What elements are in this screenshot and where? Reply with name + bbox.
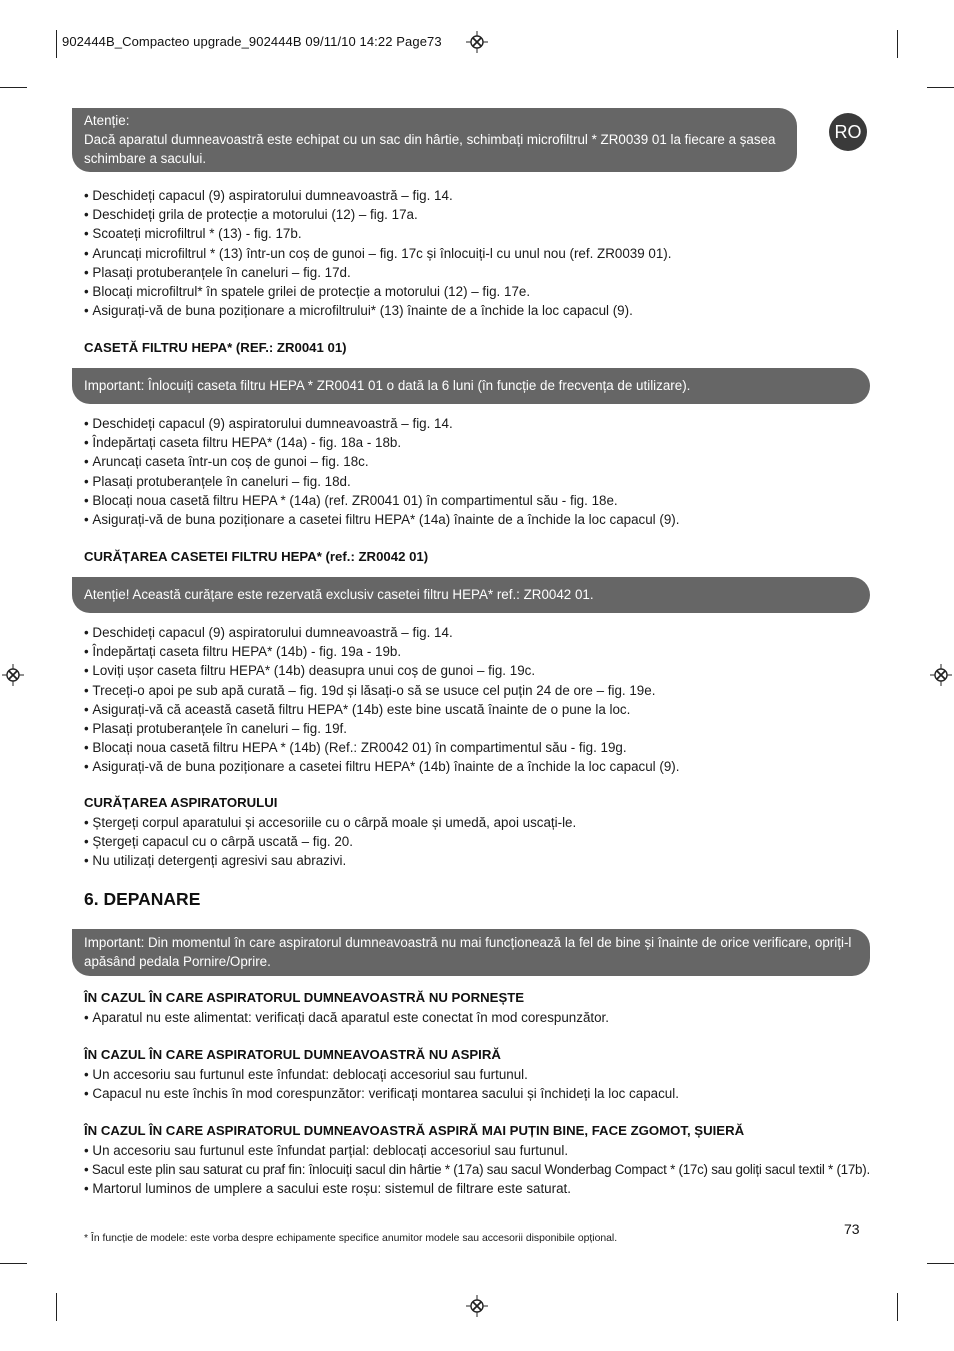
list-item: • Nu utilizați detergenți agresivi sau abrazivi. — [84, 851, 576, 870]
list-item: • Asigurați-vă că această casetă filtru HEPA* (14b) este bine uscată înainte de o pune la loc. — [84, 700, 679, 719]
list-item: • Treceți-o apoi pe sub apă curată – fig. 19d și lăsați-o să se usuce cel puțin 24 de ore – fig. 19e. — [84, 681, 679, 700]
attention-note-title: Atenție: — [84, 113, 130, 128]
list-item: • Ștergeți corpul aparatului și accesoriile cu o cârpă moale și umedă, apoi uscați-le. — [84, 813, 576, 832]
page-number: 73 — [844, 1221, 860, 1237]
attention-note-bag — [72, 108, 797, 172]
case-not-sucking-heading: ÎN CAZUL ÎN CARE ASPIRATORUL DUMNEAVOASTRĂ NU ASPIRĂ — [84, 1047, 501, 1062]
hepa-cleaning-note: Atenție! Această curățare este rezervată exclusiv casetei filtru HEPA* ref.: ZR0042 01. — [72, 577, 870, 613]
hepa-cleaning-heading: CURĂȚAREA CASETEI FILTRU HEPA* (ref.: ZR0042 01) — [84, 549, 429, 564]
list-item: • Asigurați-vă de buna poziționare a casetei filtru HEPA* (14b) înainte de a închide la loc capacul (9). — [84, 757, 679, 776]
list-item: • Plasați protuberanțele în caneluri – fig. 18d. — [84, 472, 679, 491]
hepa-cassette-note: Important: Înlocuiți caseta filtru HEPA * ZR0041 01 o dată la 6 luni (în funcție de frecvența de utilizare). — [72, 368, 870, 404]
hepa-cassette-heading: CASETĂ FILTRU HEPA* (REF.: ZR0041 01) — [84, 340, 347, 355]
registration-mark-left-icon — [2, 664, 24, 686]
list-item: • Plasați protuberanțele în caneluri – fig. 19f. — [84, 719, 679, 738]
list-item: • Un accesoriu sau furtunul este înfundat: deblocați accesoriul sau furtunul. — [84, 1065, 679, 1084]
list-item: • Ștergeți capacul cu o cârpă uscată – fig. 20. — [84, 832, 576, 851]
case-not-starting-heading: ÎN CAZUL ÎN CARE ASPIRATORUL DUMNEAVOASTRĂ NU PORNEȘTE — [84, 990, 525, 1005]
crop-mark-bottom-left-v — [56, 1293, 57, 1321]
crop-mark-bottom-left-h — [0, 1263, 27, 1264]
vacuum-cleaning-steps-list — [84, 813, 576, 871]
case-not-sucking-list — [84, 1065, 679, 1103]
footnote: * În funcție de modele: este vorba despre echipamente specifice anumitor modele sau accesorii disponibile opțional. — [84, 1233, 618, 1244]
list-item: • Blocați noua casetă filtru HEPA * (14b) (Ref.: ZR0042 01) în compartimentul său - fig. 19g. — [84, 738, 679, 757]
print-slug: 902444B_Compacteo upgrade_902444B 09/11/10 14:22 Page73 — [62, 34, 442, 49]
vacuum-cleaning-heading: CURĂȚAREA ASPIRATORULUI — [84, 795, 278, 810]
list-item: • Plasați protuberanțele în caneluri – fig. 17d. — [84, 263, 671, 282]
list-item: • Asigurați-vă de buna poziționare a microfiltrului* (13) înainte de a închide la loc capacul (9). — [84, 301, 671, 320]
microfilter-steps-list — [84, 186, 671, 320]
list-item: • Îndepărtați caseta filtru HEPA* (14a) - fig. 18a - 18b. — [84, 433, 679, 452]
list-item: • Capacul nu este închis în mod corespunzător: verificați montarea sacului și închideți la loc capacul. — [84, 1084, 679, 1103]
list-item: • Aruncați microfiltrul * (13) într-un coș de gunoi – fig. 17c și înlocuiți-l cu unul nou (ref. ZR0039 01). — [84, 244, 671, 263]
registration-mark-top-icon — [466, 31, 488, 53]
crop-mark-bottom-right-v — [897, 1293, 898, 1321]
crop-mark-top-right-h — [927, 87, 954, 88]
language-badge: RO — [829, 113, 867, 151]
registration-mark-right-icon — [930, 664, 952, 686]
list-item: • Sacul este plin sau saturat cu praf fin: înlocuiți sacul din hârtie * (17a) sau sacul Wonderbag Compact * (17c) sau goliți sacul textil * (17b). — [84, 1160, 870, 1179]
troubleshooting-note: Important: Din momentul în care aspiratorul dumneavoastră nu mai funcționează la fel de bine și înainte de orice verificare, opriți-l apăsând pedala Pornire/Oprire. — [72, 929, 870, 976]
list-item: • Un accesoriu sau furtunul este înfundat parțial: deblocați accesoriul sau furtunul. — [84, 1141, 870, 1160]
troubleshooting-title: 6. DEPANARE — [84, 889, 201, 909]
crop-mark-top-left-v — [56, 30, 57, 58]
list-item: • Îndepărtați caseta filtru HEPA* (14b) - fig. 19a - 19b. — [84, 642, 679, 661]
list-item: • Deschideți capacul (9) aspiratorului dumneavoastră – fig. 14. — [84, 186, 671, 205]
crop-mark-top-right-v — [897, 30, 898, 58]
case-weak-suction-list — [84, 1141, 870, 1199]
list-item: • Asigurați-vă de buna poziționare a casetei filtru HEPA* (14a) înainte de a închide la loc capacul (9). — [84, 510, 679, 529]
crop-mark-top-left-h — [0, 87, 27, 88]
list-item: • Deschideți capacul (9) aspiratorului dumneavoastră – fig. 14. — [84, 623, 679, 642]
list-item: • Aruncați caseta într-un coș de gunoi – fig. 18c. — [84, 452, 679, 471]
attention-note-text: Dacă aparatul dumneavoastră este echipat cu un sac din hârtie, schimbați microfiltrul * ZR0039 01 la fiecare a șasea schimbare a sacului. — [84, 132, 776, 166]
case-weak-suction-heading: ÎN CAZUL ÎN CARE ASPIRATORUL DUMNEAVOASTRĂ ASPIRĂ MAI PUȚIN BINE, FACE ZGOMOT, ȘUIERĂ — [84, 1123, 745, 1138]
list-item: • Aparatul nu este alimentat: verificați dacă aparatul este conectat în mod corespunzător. — [84, 1008, 609, 1027]
crop-mark-bottom-right-h — [927, 1263, 954, 1264]
list-item: • Blocați microfiltrul* în spatele grilei de protecție a motorului (12) – fig. 17e. — [84, 282, 671, 301]
list-item: • Deschideți grila de protecție a motorului (12) – fig. 17a. — [84, 205, 671, 224]
list-item: • Blocați noua casetă filtru HEPA * (14a) (ref. ZR0041 01) în compartimentul său - fig. 18e. — [84, 491, 679, 510]
list-item: • Deschideți capacul (9) aspiratorului dumneavoastră – fig. 14. — [84, 414, 679, 433]
registration-mark-bottom-icon — [466, 1295, 488, 1317]
hepa-cleaning-steps-list — [84, 623, 679, 777]
list-item: • Scoateți microfiltrul * (13) - fig. 17b. — [84, 224, 671, 243]
list-item: • Loviți ușor caseta filtru HEPA* (14b) deasupra unui coș de gunoi – fig. 19c. — [84, 661, 679, 680]
list-item: • Martorul luminos de umplere a sacului este roșu: sistemul de filtrare este saturat. — [84, 1179, 870, 1198]
case-not-starting-list — [84, 1008, 609, 1027]
hepa-cassette-steps-list — [84, 414, 679, 529]
